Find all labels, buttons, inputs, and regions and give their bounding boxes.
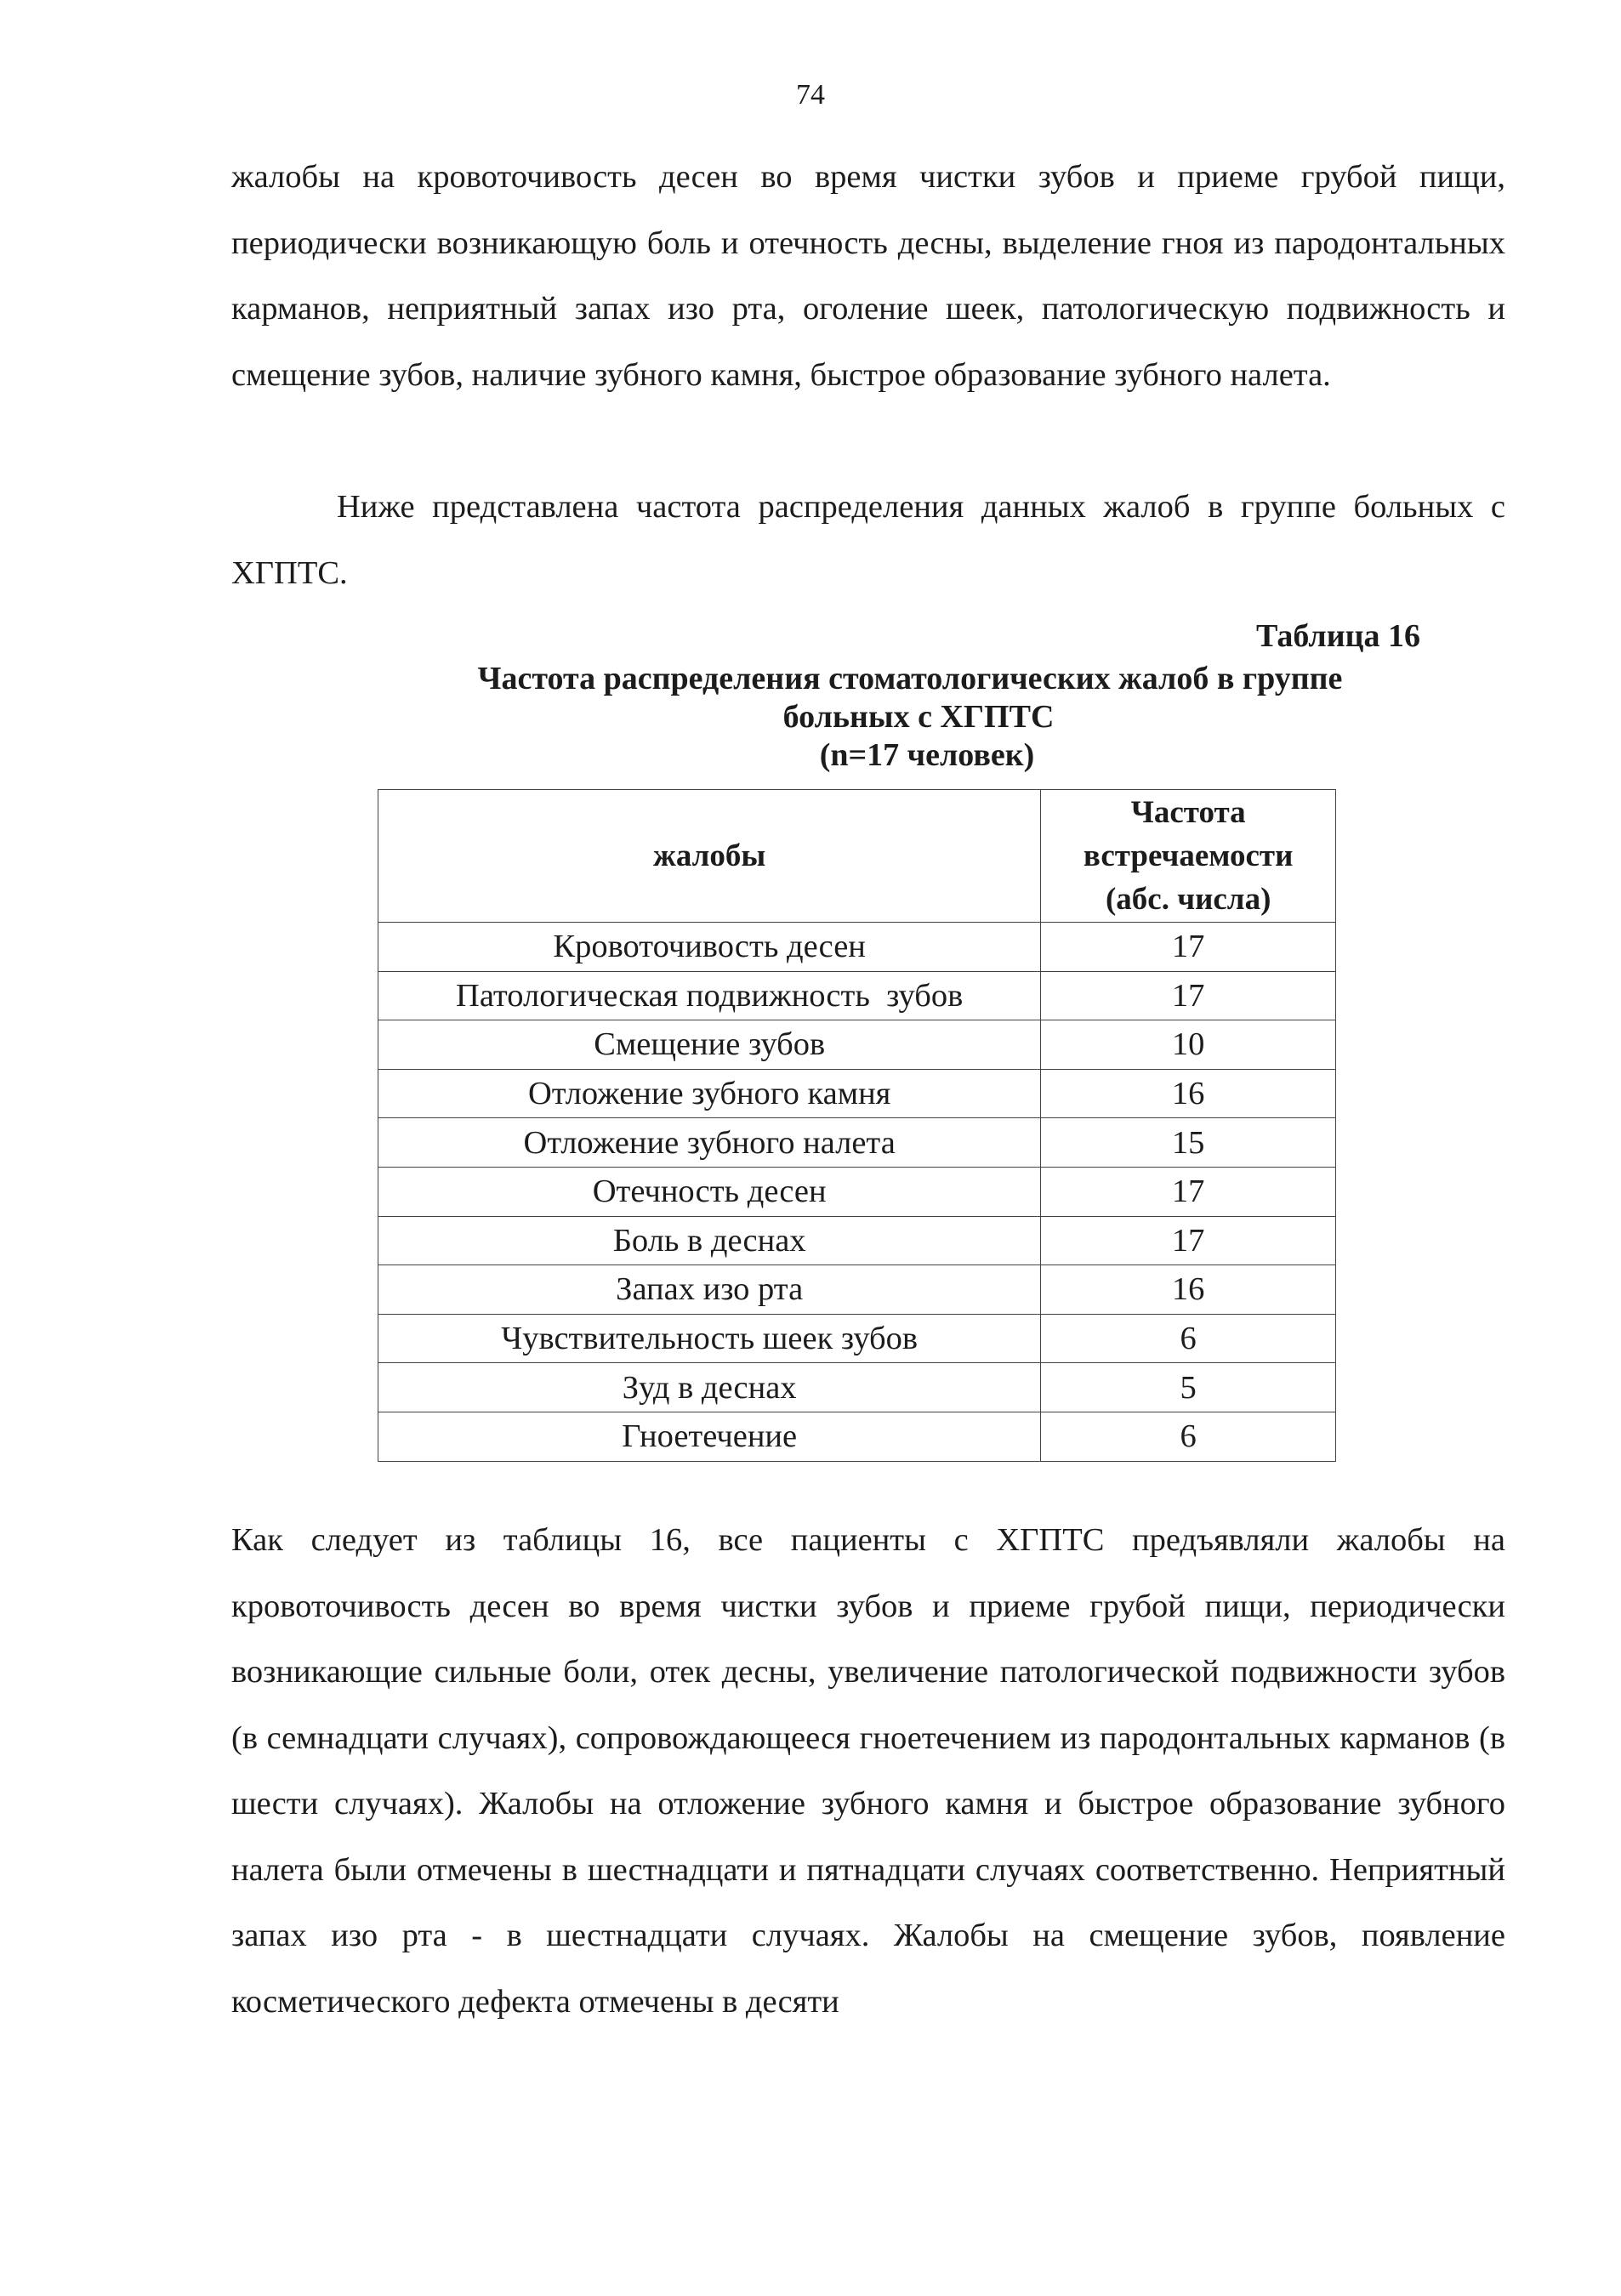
header-frequency-line-3: (абс. числа): [1105, 882, 1271, 917]
header-frequency: [1041, 790, 1336, 923]
count-cell: 6: [1041, 1314, 1336, 1363]
complaint-cell: Боль в деснах: [378, 1216, 1041, 1265]
complaint-cell: Смещение зубов: [378, 1020, 1041, 1070]
complaint-cell: Отложение зубного камня: [378, 1069, 1041, 1118]
header-complaints: жалобы: [378, 790, 1041, 923]
paragraph-2: Ниже представлена частота распределения данных жалоб в группе больных с ХГПТС.: [231, 489, 1505, 591]
table-row: [378, 1167, 1336, 1216]
table-row: [378, 923, 1336, 972]
complaints-table: [378, 789, 1336, 1462]
table-row: [378, 1020, 1336, 1070]
complaint-cell: Чувствительность шеек зубов: [378, 1314, 1041, 1363]
count-cell: 17: [1041, 923, 1336, 972]
table-row: [378, 1118, 1336, 1168]
complaint-cell: Кровоточивость десен: [378, 923, 1041, 972]
paragraph-1: жалобы на кровоточивость десен во время чистки зубов и приеме грубой пищи, периодически возникающую боль и отечность десны, выделение гноя из пародонтальных карманов, неприятный запах изо рта, оголение шеек, патологическую подвижность и смещение зубов, наличие зубного камня, быстрое образование зубного налета.: [231, 159, 1505, 393]
complaint-cell: Патологическая подвижность зубов: [378, 971, 1041, 1020]
table-row: [378, 1069, 1336, 1118]
complaint-cell: Зуд в деснах: [378, 1363, 1041, 1412]
table-row: [378, 1216, 1336, 1265]
table-title-line-1: Частота распределения стоматологических жалоб в группе: [477, 661, 1343, 696]
complaint-cell: Запах изо рта: [378, 1265, 1041, 1315]
count-cell: 16: [1041, 1265, 1336, 1315]
count-cell: 10: [1041, 1020, 1336, 1070]
count-cell: 17: [1041, 1167, 1336, 1216]
count-cell: 15: [1041, 1118, 1336, 1168]
count-cell: 16: [1041, 1069, 1336, 1118]
count-cell: 6: [1041, 1412, 1336, 1461]
table-row: [378, 971, 1336, 1020]
complaint-cell: Отложение зубного налета: [378, 1118, 1041, 1168]
table-row: [378, 1363, 1336, 1412]
header-frequency-line-1: Частота: [1130, 795, 1246, 830]
complaint-cell: Гноетечение: [378, 1412, 1041, 1461]
table-number-label: Таблица 16: [1255, 618, 1420, 654]
table-title-line-3: (n=17 человек): [819, 737, 1035, 773]
table-row: [378, 1314, 1336, 1363]
table-row: [378, 1412, 1336, 1461]
table-title-line-2: больных с ХГПТС: [782, 699, 1055, 735]
count-cell: 17: [1041, 1216, 1336, 1265]
complaint-cell: Отечность десен: [378, 1167, 1041, 1216]
count-cell: 5: [1041, 1363, 1336, 1412]
table-title: [374, 660, 1446, 775]
page-number: 74: [796, 79, 825, 111]
table-row: [378, 1265, 1336, 1315]
table-header-row: [378, 790, 1336, 923]
paragraph-3: Как следует из таблицы 16, все пациенты с ХГПТС предъявляли жалобы на кровоточивость десен во время чистки зубов и приеме грубой пищи, периодически возникающие сильные боли, отек десны, увеличение патологической подвижности зубов (в семнадцати случаях), сопровождающееся гноетечением из пародонтальных карманов (в шести случаях). Жалобы на отложение зубного камня и быстрое образование зубного налета были отмечены в шестнадцати и пятнадцати случаях соответственно. Неприятный запах изо рта - в шестнадцати случаях. Жалобы на смещение зубов, появление косметического дефекта отмечены в десяти: [231, 1522, 1505, 2020]
count-cell: 17: [1041, 971, 1336, 1020]
header-frequency-line-2: встречаемости: [1083, 838, 1294, 873]
